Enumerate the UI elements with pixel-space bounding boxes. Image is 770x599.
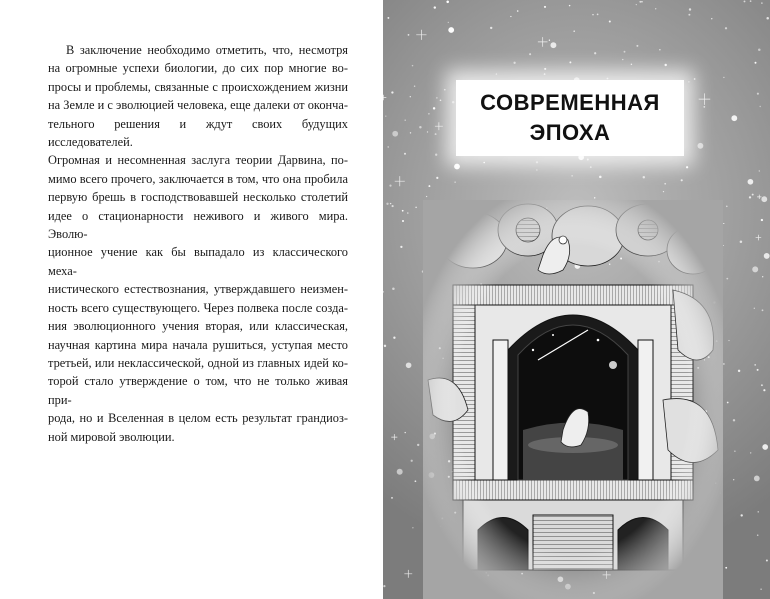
star-sparkle [391,434,397,440]
star-dot [655,8,656,9]
star-dot [414,85,415,86]
star-dot [415,480,417,482]
star-dot [436,177,438,179]
text-line: научная картина мира начала рушиться, уступая место [48,337,348,352]
star-dot [731,115,737,121]
star-dot [761,196,767,202]
surreal-architecture-illustration [423,200,723,599]
star-dot [410,96,411,97]
star-sparkle [538,37,548,47]
star-dot [749,196,751,198]
star-dot [711,18,712,19]
star-dot [750,0,752,2]
star-dot [636,4,637,5]
star-dot [757,534,759,536]
text-line: третьей, или неклассической, одной из главных идей ко- [48,355,348,370]
star-dot [454,164,460,170]
star-dot [400,246,402,248]
star-dot [391,497,393,499]
star-dot [454,181,455,182]
star-dot [392,131,398,137]
star-dot [757,93,759,95]
star-dot [392,205,394,207]
star-dot [703,106,705,108]
star-dot [419,126,421,128]
star-dot [766,559,768,561]
star-dot [763,389,765,391]
star-dot [738,370,740,372]
text-line: просы и проблемы, связанные с происхождением жизни [48,79,348,94]
star-dot [590,166,592,168]
star-dot [631,64,632,65]
star-dot [688,81,689,82]
star-dot [597,14,599,16]
star-dot [569,61,571,63]
star-dot [496,73,497,74]
star-dot [405,432,406,433]
star-dot [435,154,437,156]
star-dot [392,287,395,290]
star-dot [663,191,664,192]
star-dot [536,161,538,163]
text-line: на огромные успехи биологии, до сих пор многие во- [48,61,348,76]
star-dot [510,16,511,17]
text-line: ния эволюционного учения вторая, или классическая, [48,319,348,334]
star-sparkle [404,570,412,578]
star-dot [412,527,413,528]
text-line: первую брешь в господствовавшей несколько столетий [48,190,348,205]
star-dot [448,27,454,33]
star-dot [411,460,413,462]
star-dot [726,278,728,280]
star-dot [639,1,641,3]
star-dot [383,291,384,293]
star-dot [697,143,703,149]
star-dot [383,585,385,587]
star-dot [592,14,593,15]
star-dot [766,17,769,20]
star-dot [513,62,515,64]
star-dot [408,34,410,36]
star-dot [761,384,763,386]
star-dot [624,51,626,53]
star-dot [490,27,492,29]
star-dot [688,14,690,16]
star-dot [643,176,645,178]
star-dot [386,203,388,205]
star-dot [434,6,436,8]
star-dot [754,308,755,309]
text-line: на Земле и с эволюцией человека, еще далеки от оконча- [48,98,348,113]
star-dot [694,78,696,80]
star-dot [759,170,760,171]
star-dot [517,10,519,12]
star-dot [744,0,746,2]
text-line: ционное учение как бы выпадало из классического меха- [48,245,348,278]
star-dot [754,476,760,482]
star-dot [689,8,691,10]
star-dot [428,185,430,187]
star-dot [587,159,589,161]
star-dot [664,183,666,185]
text-line: идее о стационарности неживого и живого мира. Эволю- [48,208,348,242]
star-dot [544,6,546,8]
star-dot [417,444,419,446]
star-dot [440,99,442,101]
text-line: ной мировой эволюции. [48,429,175,444]
star-dot [726,206,728,208]
star-sparkle [756,235,762,241]
star-dot [750,452,751,453]
paragraph-text [48,41,348,446]
star-dot [384,345,386,347]
star-dot [762,309,764,311]
chapter-title-box [456,80,684,156]
star-dot [415,207,416,208]
text-line: нистического естествознания, утверждавшего неизмен- [48,282,348,297]
star-dot [681,179,683,181]
star-sparkle [757,195,761,199]
star-dot [387,17,389,19]
star-dot [426,196,427,197]
star-dot [446,1,449,4]
right-page [383,0,770,599]
star-dot [734,450,735,451]
star-dot [404,119,405,120]
star-dot [752,194,754,196]
star-dot [483,162,485,164]
star-dot [723,363,724,364]
star-dot [728,340,729,341]
star-sparkle [383,95,386,100]
star-dot [762,444,768,450]
star-dot [609,20,611,22]
star-dot [686,166,688,168]
star-dot [402,220,404,222]
star-dot [407,212,409,214]
star-dot [569,5,570,6]
star-dot [761,2,762,3]
chapter-title-line-2: ЭПОХА [529,120,611,145]
star-dot [664,64,666,66]
star-dot [404,153,406,155]
star-dot [573,30,575,32]
star-dot [641,1,643,3]
star-dot [444,89,446,91]
body-paragraph [48,41,348,446]
star-dot [402,210,404,212]
star-sparkle [395,176,405,186]
text-line: Огромная и несомненная заслуга теории Дарвина, по- [48,153,348,168]
star-dot [594,52,596,54]
star-dot [550,42,556,48]
star-dot [549,40,550,41]
star-dot [448,22,449,23]
star-sparkle [416,30,426,40]
star-dot [412,65,414,67]
text-line: рода, но и Вселенная в целом есть результат грандиоз- [48,411,348,426]
star-dot [389,185,391,187]
text-line: тельного решения и ждут своих будущих исследователей. [48,116,348,150]
star-dot [740,240,743,243]
star-dot [435,133,437,135]
text-line: ность всего существующего. Через полвека после созда- [48,300,348,315]
star-dot [754,364,756,366]
star-dot [723,77,724,78]
star-dot [733,419,735,421]
star-dot [427,131,428,132]
star-dot [385,115,386,116]
star-dot [544,73,546,75]
star-dot [410,132,411,133]
star-dot [764,253,770,259]
star-dot [760,106,761,107]
text-line: мимо всего прочего, заключается в том, что она пробила [48,171,348,186]
star-dot [571,175,572,176]
star-dot [725,27,727,29]
text-line: торой стало утверждение о том, что не только живая при- [48,374,348,407]
star-sparkle [435,122,443,130]
star-dot [390,203,391,204]
star-dot [758,511,759,512]
star-dot [452,101,454,103]
star-dot [388,146,389,147]
star-dot [755,62,757,64]
star-dot [529,53,531,55]
star-dot [741,514,743,516]
star-dot [391,91,393,93]
star-dot [760,588,762,590]
star-dot [659,49,660,50]
star-dot [397,469,403,475]
star-dot [727,402,729,404]
star-dot [622,59,623,60]
star-dot [725,567,727,569]
star-dot [428,113,430,115]
star-dot [536,169,537,170]
star-dot [433,107,435,109]
star-dot [752,266,758,272]
left-page [0,0,383,599]
chapter-title-line-1: СОВРЕМЕННАЯ [480,90,660,115]
star-dot [757,369,759,371]
text-line: В заключение необходимо отметить, что, несмотря [66,43,348,57]
star-dot [762,276,763,277]
star-dot [599,176,602,179]
star-dot [636,45,638,47]
star-dot [758,48,761,51]
star-dot [748,179,754,185]
star-dot [406,362,412,368]
star-sparkle [699,93,710,104]
star-dot [761,219,763,221]
star-dot [436,97,437,98]
star-dot [393,337,395,339]
star-dot [733,479,734,480]
star-dot [594,197,595,198]
star-dot [544,68,546,70]
